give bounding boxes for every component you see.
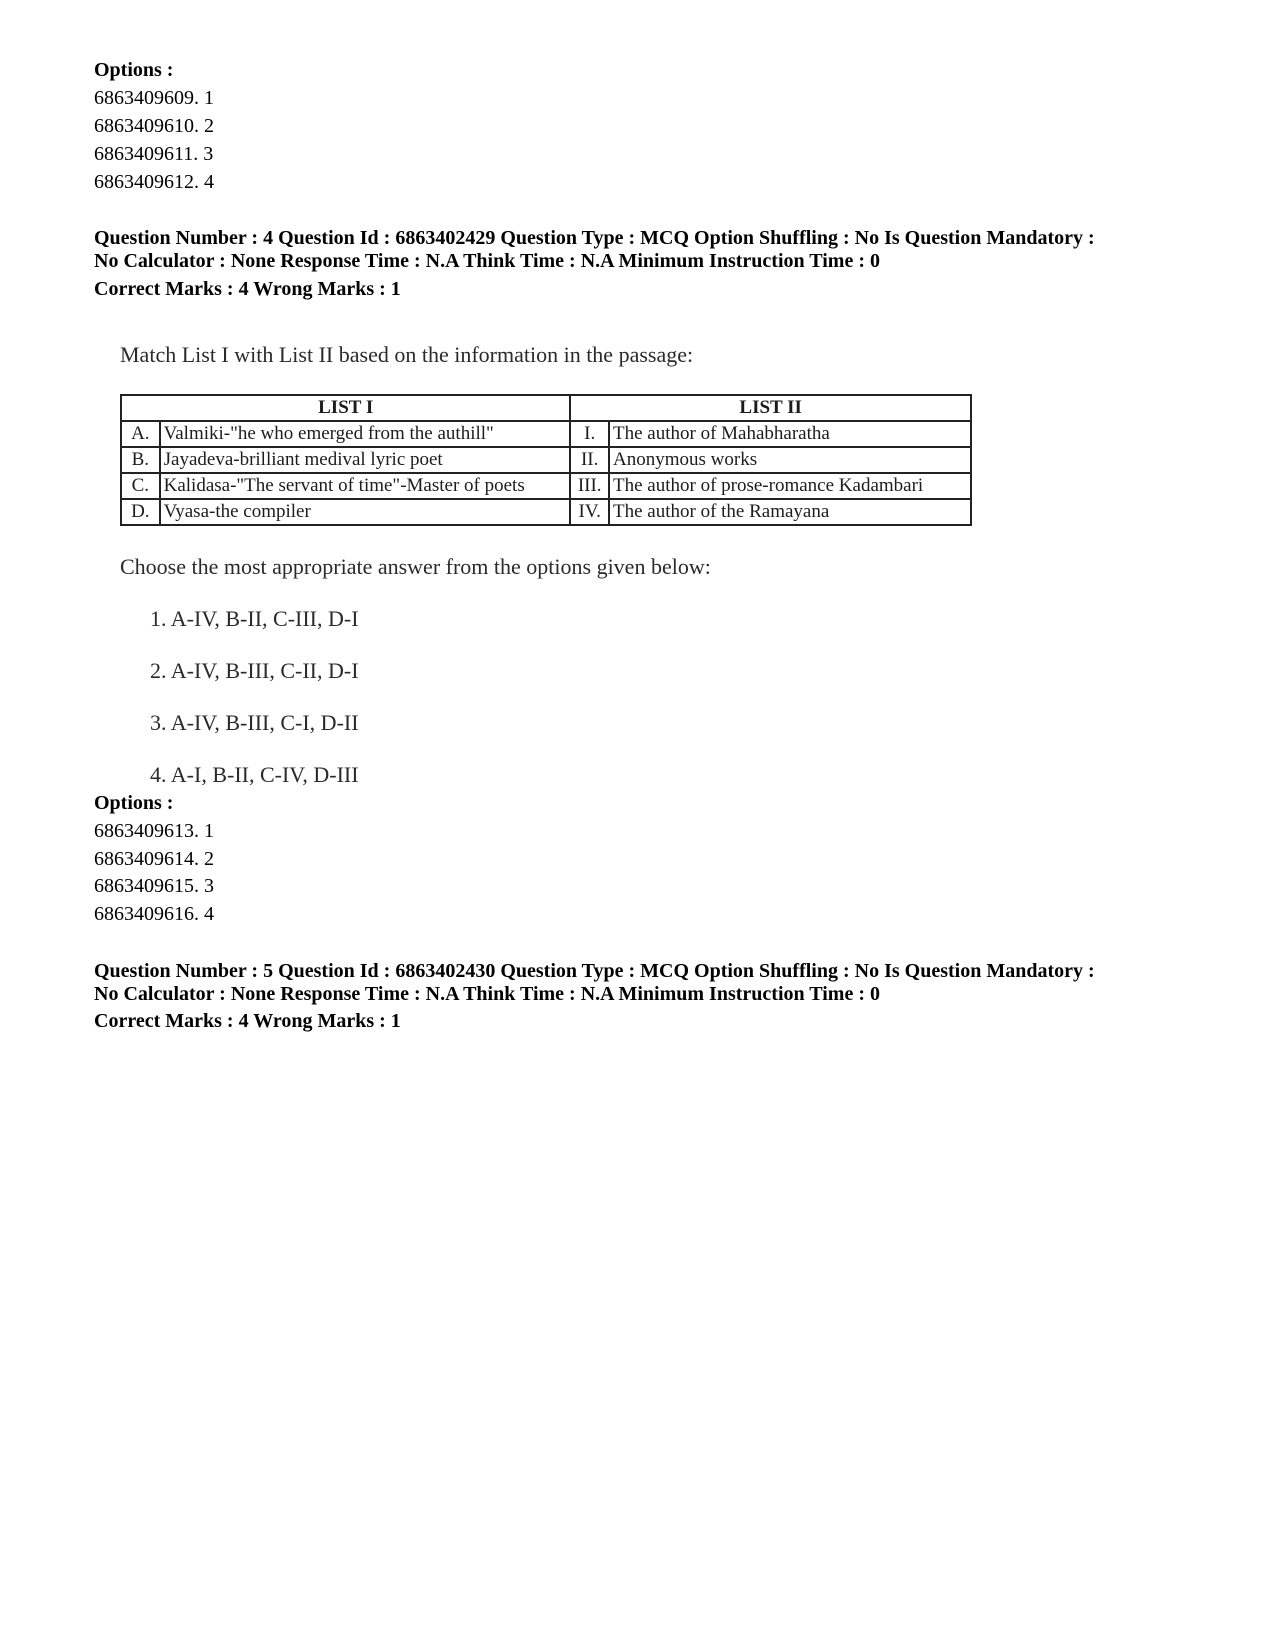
list1-key: A.: [121, 421, 160, 447]
q5-meta-line1: Question Number : 5 Question Id : 6863402430 Question Type : MCQ Option Shuffling : No Is Question Mandatory :: [94, 960, 1095, 982]
table-row: [121, 421, 971, 447]
q4-option-1: 6863409613. 1: [94, 820, 214, 842]
q4-choice-2: 2. A-IV, B-III, C-II, D-I: [150, 658, 359, 683]
list1-key: B.: [121, 447, 160, 473]
q4-meta-line2: No Calculator : None Response Time : N.A Think Time : N.A Minimum Instruction Time : 0: [94, 250, 880, 272]
list2-key: II.: [570, 447, 609, 473]
q4-meta-line1: Question Number : 4 Question Id : 6863402429 Question Type : MCQ Option Shuffling : No Is Question Mandatory :: [94, 227, 1095, 249]
q4-option-3: 6863409615. 3: [94, 875, 214, 897]
q4-choice-1: 1. A-IV, B-II, C-III, D-I: [150, 606, 359, 631]
list2-item: The author of prose-romance Kadambari: [609, 473, 971, 499]
table-row: [121, 447, 971, 473]
list1-header: LIST I: [121, 395, 570, 421]
q5-marks: Correct Marks : 4 Wrong Marks : 1: [94, 1010, 401, 1032]
list2-item: The author of Mahabharatha: [609, 421, 971, 447]
table-row: [121, 473, 971, 499]
prev-option-4: 6863409612. 4: [94, 171, 214, 193]
list2-key: III.: [570, 473, 609, 499]
list1-item: Jayadeva-brilliant medival lyric poet: [160, 447, 571, 473]
list2-item: The author of the Ramayana: [609, 499, 971, 525]
q4-question-image: [116, 336, 996, 806]
list2-item: Anonymous works: [609, 447, 971, 473]
prev-option-3: 6863409611. 3: [94, 143, 214, 165]
q4-marks: Correct Marks : 4 Wrong Marks : 1: [94, 278, 401, 300]
prev-option-1: 6863409609. 1: [94, 87, 214, 109]
q4-choice-4: 4. A-I, B-II, C-IV, D-III: [150, 762, 359, 787]
list1-item: Vyasa-the compiler: [160, 499, 571, 525]
q4-options-label: Options :: [94, 792, 174, 814]
q4-choose-instruction: Choose the most appropriate answer from the options given below:: [120, 554, 711, 579]
q4-prompt: Match List I with List II based on the information in the passage:: [120, 342, 694, 367]
q4-option-2: 6863409614. 2: [94, 848, 214, 870]
match-table-header: [121, 395, 971, 421]
list2-key: I.: [570, 421, 609, 447]
match-table: [120, 394, 972, 526]
list2-key: IV.: [570, 499, 609, 525]
table-row: [121, 499, 971, 525]
list2-header: LIST II: [570, 395, 971, 421]
q4-option-4: 6863409616. 4: [94, 903, 214, 925]
prev-options-label: Options :: [94, 59, 174, 81]
list1-item: Kalidasa-"The servant of time"-Master of poets: [160, 473, 571, 499]
list1-key: D.: [121, 499, 160, 525]
list1-key: C.: [121, 473, 160, 499]
q4-choice-3: 3. A-IV, B-III, C-I, D-II: [150, 710, 359, 735]
q5-meta-line2: No Calculator : None Response Time : N.A Think Time : N.A Minimum Instruction Time : 0: [94, 983, 880, 1005]
list1-item: Valmiki-"he who emerged from the authill": [160, 421, 571, 447]
prev-option-2: 6863409610. 2: [94, 115, 214, 137]
